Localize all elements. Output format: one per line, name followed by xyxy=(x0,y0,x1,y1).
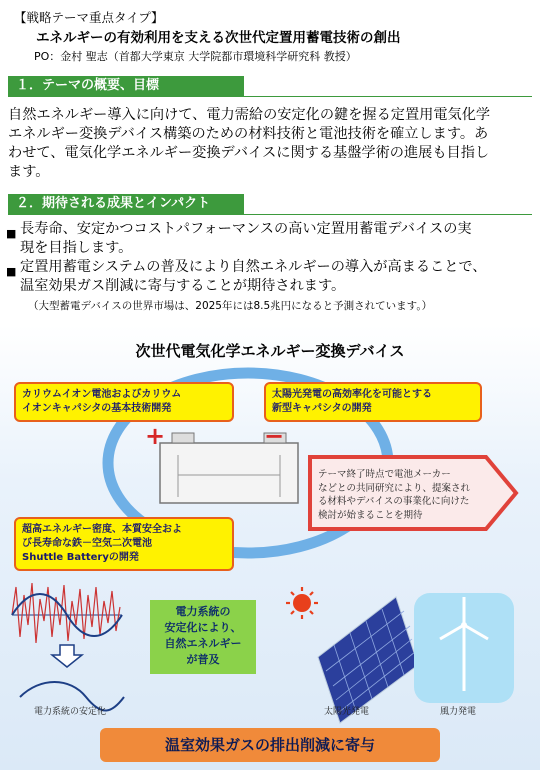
arrow-text-line: テーマ終了時点で電池メーカー xyxy=(318,469,451,480)
down-arrow-icon xyxy=(52,645,82,667)
program-officer: PO：金村 聖志（首都大学東京 大学院都市環境科学研究科 教授） xyxy=(34,50,357,63)
caption-wind: 風力発電 xyxy=(440,707,477,717)
shuttle-battery-box xyxy=(14,517,234,571)
outcome-arrow-text xyxy=(318,468,508,522)
grid-wave-icon xyxy=(12,583,122,643)
box-line: び長寿命な鉄－空気二次電池 xyxy=(22,538,152,549)
box-line: 電力系統の xyxy=(175,605,231,618)
impact-bullet xyxy=(6,220,532,258)
minus-terminal-icon: − xyxy=(264,422,285,450)
box-line: カリウムイオン電池およびカリウム xyxy=(22,389,182,400)
page-title: エネルギーの有効利用を支える次世代定置用蓄電技術の創出 xyxy=(36,30,401,46)
overview-line: ます。 xyxy=(8,164,50,180)
bullet-square-icon: ■ xyxy=(6,227,17,240)
grid-stabilization-box xyxy=(150,600,256,674)
box-line: Shuttle Batteryの開発 xyxy=(22,552,139,563)
arrow-text-line: 検討が始まることを期待 xyxy=(318,509,423,521)
caption-grid-stabilization: 電力系統の安定化 xyxy=(34,707,107,717)
section-divider xyxy=(8,214,532,215)
bullet-line: 定置用蓄電システムの普及により自然エネルギーの導入が高まることで、 xyxy=(20,259,487,275)
capacitor-box xyxy=(264,382,482,422)
section-heading-overview: １．テーマの概要、目標 xyxy=(8,76,244,96)
overview-paragraph xyxy=(8,106,532,182)
caption-solar: 太陽光発電 xyxy=(324,707,370,717)
bullet-line: 温室効果ガス削減に寄与することが期待されます。 xyxy=(20,278,346,294)
box-line: 太陽光発電の高効率化を可能とする xyxy=(272,389,432,400)
box-line: 新型キャパシタの開発 xyxy=(272,403,372,414)
arrow-text-line: る材料やデバイスの事業化に向けた xyxy=(318,496,470,507)
plus-terminal-icon: + xyxy=(145,422,166,450)
section-heading-impact: ２．期待される成果とインパクト xyxy=(8,194,244,214)
bullet-line: 長寿命、安定かつコストパフォーマンスの高い定置用蓄電デバイスの実 xyxy=(20,221,472,237)
market-note: （大型蓄電デバイスの世界市場は、2025年には8.5兆円になると予測されています。） xyxy=(28,300,433,312)
section-divider xyxy=(8,96,532,97)
box-line: 超高エネルギー密度、本質安全およ xyxy=(22,524,182,535)
strategy-tag: 【戦略テーマ重点タイプ】 xyxy=(14,10,164,25)
overview-line: 自然エネルギー導入に向けて、電力需給の安定化の鍵を握る定置用電気化学 xyxy=(8,107,491,123)
impact-bullet xyxy=(6,258,532,296)
diagram-title: 次世代電気化学エネルギー変換デバイス xyxy=(135,342,405,360)
overview-line: わせて、電気化学エネルギー変換デバイスに関する基盤学術の進展も目指し xyxy=(8,145,490,161)
box-line: 自然エネルギー xyxy=(164,637,242,650)
wind-turbine-icon xyxy=(414,593,514,703)
bullet-square-icon: ■ xyxy=(6,265,17,278)
ghg-reduction-banner: 温室効果ガスの排出削減に寄与 xyxy=(100,728,440,762)
box-line: が普及 xyxy=(186,653,220,666)
overview-line: エネルギー変換デバイス構築のための材料技術と電池技術を確立します。あ xyxy=(8,126,489,142)
potassium-ion-box xyxy=(14,382,234,422)
sun-icon xyxy=(286,587,318,619)
bullet-line: 現を目指します。 xyxy=(20,240,133,256)
arrow-text-line: などとの共同研究により、提案され xyxy=(318,482,471,494)
box-line: イオンキャパシタの基本技術開発 xyxy=(22,403,172,414)
box-line: 安定化により、 xyxy=(164,621,242,634)
